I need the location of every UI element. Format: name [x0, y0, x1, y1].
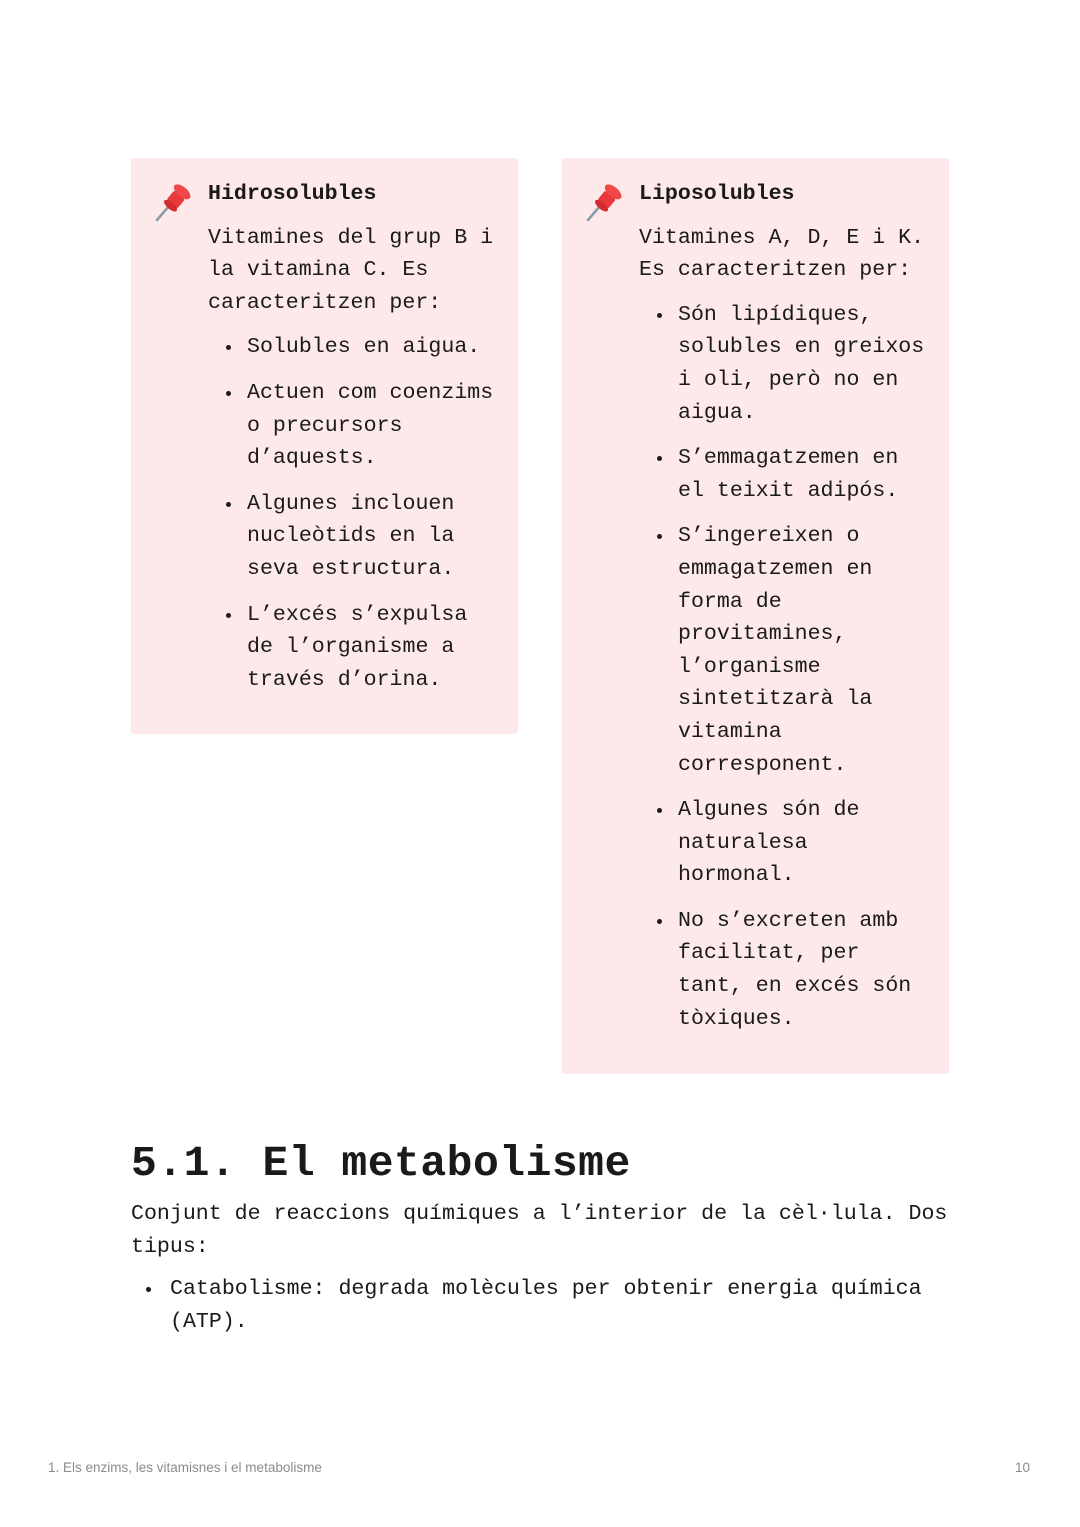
- callout-list: [208, 331, 500, 696]
- list-item: Algunes són de naturalesa hormonal.: [639, 794, 931, 892]
- section-paragraph: Conjunt de reaccions químiques a l’interior de la cèl·lula. Dos tipus:: [131, 1202, 948, 1259]
- section-metabolisme: [131, 1136, 951, 1338]
- list-item: S’ingereixen o emmagatzemen en forma de provitamines, l’organisme sintetitzarà la vitamina corresponent.: [639, 520, 931, 781]
- callout-intro: Vitamines del grup B i la vitamina C. Es caracteritzen per:: [208, 225, 494, 315]
- list-item: Actuen com coenzims o precursors d’aquests.: [208, 377, 500, 475]
- callout-list: [639, 299, 931, 1035]
- section-heading: 5.1. El metabolisme: [131, 1139, 631, 1188]
- list-item: Solubles en aigua.: [208, 331, 500, 364]
- callout-title: Liposolubles: [639, 182, 795, 206]
- callout-intro: Vitamines A, D, E i K. Es caracteritzen per:: [639, 225, 925, 283]
- callout-title: Hidrosolubles: [208, 182, 377, 206]
- list-item: S’emmagatzemen en el teixit adipós.: [639, 442, 931, 507]
- list-item: Catabolisme: degrada molècules per obtenir energia química (ATP).: [131, 1273, 951, 1338]
- pushpin-icon: [582, 180, 626, 224]
- list-item: L’excés s’expulsa de l’organisme a través d’orina.: [208, 599, 500, 697]
- page-number: 10: [1014, 1460, 1030, 1475]
- pushpin-icon: [151, 180, 195, 224]
- section-list: [131, 1273, 951, 1338]
- footer-chapter-title: 1. Els enzims, les vitamisnes i el metabolisme: [48, 1460, 322, 1475]
- list-item: Algunes inclouen nucleòtids en la seva estructura.: [208, 488, 500, 586]
- list-item: Són lipídiques, solubles en greixos i oli, però no en aigua.: [639, 299, 931, 429]
- callout-liposolubles: [562, 158, 949, 1074]
- list-item: No s’excreten amb facilitat, per tant, en excés són tòxiques.: [639, 905, 931, 1035]
- callout-hidrosolubles: [131, 158, 518, 734]
